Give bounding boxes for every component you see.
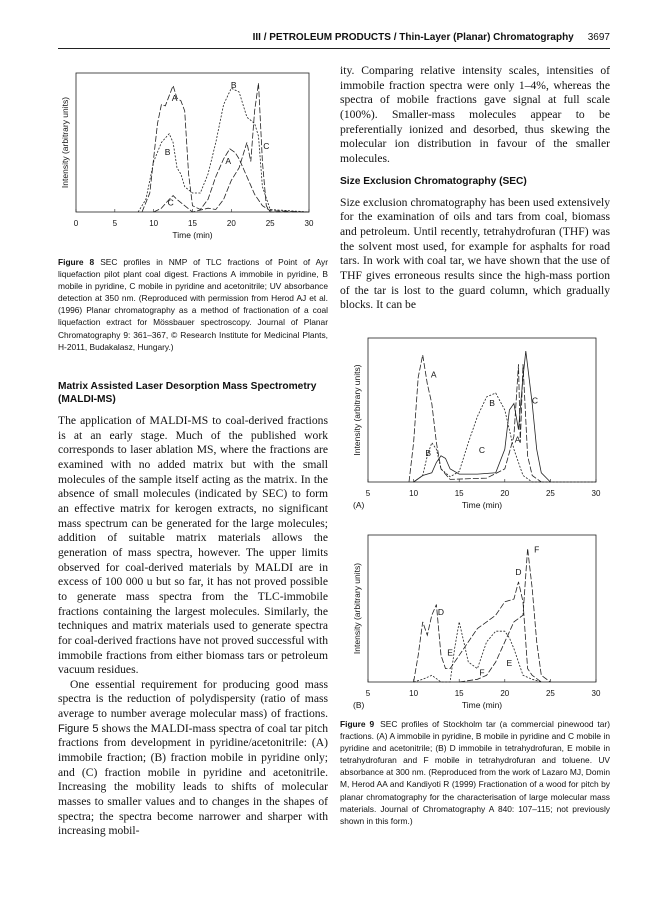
curve-label: C (478, 445, 486, 456)
x-tick-label: 30 (591, 689, 601, 698)
x-tick-label: 30 (304, 219, 314, 228)
right-column (340, 64, 610, 313)
figure-9-caption (340, 718, 610, 827)
curve-label: C (263, 140, 270, 151)
series-line-f (459, 548, 550, 682)
x-axis-label: Time (min) (461, 500, 503, 510)
paragraph-text: One essential requirement for producing good mass spectra is the reduction of polydispersity (ratio of mass average to number average molecular mass) of fractions. (58, 677, 328, 721)
curve-label: B (425, 447, 432, 458)
curve-label: C (167, 197, 174, 208)
figure-8-chart (60, 73, 314, 240)
paragraph-text: shows the MALDI-mass spectra of coal tar pitch fractions from development in pyridine/acetonitrile: (A) immobile fraction; (B) fraction mobile in pyridine only; and (C) fraction mobile in pyridine and acetonitrile. Increasing the mobility leads to shifts of molecular masses to smaller values and to changes in the shapes of spectra; the spectra become narrower and sharper with increasing mobil- (58, 721, 329, 838)
y-axis-label: Intensity (arbitrary units) (352, 364, 362, 456)
curve-label: B (489, 398, 495, 409)
panel-label: (B) (353, 700, 365, 710)
x-tick-label: 20 (500, 489, 510, 498)
figure-5-link[interactable]: Figure 5 (58, 722, 99, 735)
curve-label: E (506, 657, 513, 668)
left-column (58, 380, 328, 839)
curve-label: C (531, 395, 538, 406)
x-tick-label: 15 (454, 489, 464, 498)
curve-label: B (230, 80, 237, 91)
figure-8-caption-label: Figure 8 (58, 257, 95, 267)
series-line-b (138, 88, 309, 212)
section-heading-maldi: Matrix Assisted Laser Desorption Mass Spectrometry (MALDI-MS) (58, 381, 317, 405)
x-tick-label: 5 (365, 689, 371, 698)
paragraph: ity. Comparing relative intensity scales, intensities of immobile fraction spectra were only 1–4%, whereas the spectra of mobile fractions gave signal at full scale (100%). Smaller-mass molecules appear to be preferentially ionized and desorbed, thus skewing the molecular ion distribution in favour of the smaller molecules. (340, 64, 610, 165)
panel-label: (A) (353, 500, 365, 510)
x-axis-label: Time (min) (461, 700, 503, 710)
running-header (58, 32, 610, 49)
figure-8-caption-text: SEC profiles in NMP of TLC fractions of Point of Ayr liquefaction pilot plant coal digest. Fractions A immobile in pyridine, B mobile in pyridine, C mobile in pyridine and acetonitrile; UV absorbance detection at 350 nm. (Reproduced with permission from Herod AJ et al. (1996) Planar chromatography as a method of fractionation of a coal liquefaction extract for Mössbauer spectroscopy. Journal of Planar Chromatography 9: 361–367, © Research Institute for Medicinal Plants, H-2011, Budakalasz, Hungary.) (58, 257, 329, 352)
figure-8-caption (58, 256, 328, 353)
x-tick-label: 30 (591, 489, 601, 498)
series-line-e (414, 622, 542, 682)
curve-label: A (171, 92, 178, 103)
x-tick-label: 10 (409, 489, 419, 498)
curve-label: D (515, 567, 522, 578)
page-number: 3697 (587, 32, 610, 43)
curve-label: D (437, 607, 445, 618)
x-tick-label: 25 (265, 219, 275, 228)
series-line-a (409, 355, 541, 482)
section-heading-sec: Size Exclusion Chromatography (SEC) (340, 175, 527, 187)
figure-9-caption-text: SEC profiles of Stockholm tar (a commercial pinewood tar) fractions. (A) A immobile in pyridine, B mobile in pyridine and C mobile in pyridine and acetonitrile; (B) D immobile in tetrahydrofuran, E mobile in tetrahydrofuran and F mobile in tetrahydrofuran and toluene. UV absorbance at 300 nm. (Reproduced from the work of Lazaro MJ, Domin M, Herod AA and Kandiyoti R (1999) Fractionation of a wood for pitch by planar chromatography for the characterisation of large molecular mass materials. Journal of Chromatography A 840: 107–115; not previously shown in this form.) (340, 719, 610, 826)
y-axis-label: Intensity (arbitrary units) (352, 562, 362, 655)
x-tick-label: 5 (112, 219, 118, 228)
x-tick-label: 25 (545, 689, 555, 698)
figure-9-caption-label: Figure 9 (340, 719, 375, 729)
x-tick-label: 20 (226, 219, 236, 228)
series-line-d (414, 582, 542, 682)
paragraph (58, 678, 328, 839)
x-tick-label: 10 (149, 219, 159, 228)
curve-label: F (534, 544, 540, 555)
x-tick-label: 15 (188, 219, 197, 228)
x-tick-label: 10 (409, 689, 419, 698)
paragraph: The application of MALDI-MS to coal-derived fractions is at an early stage. Much of the published work corresponds to laser ablation MS, where the fractions are examined with no added matrix but with the small molecules of the sample itself acting as the matrix. In the absence of small molecules (indicated by SEC) to form an effective matrix for kerogen extracts, no significant mass spectrum can be generated for the large molecules; addition of suitable matrix materials allows the generation of mass spectra, however. The upper limits observed for coal-derived materials by MALDI are in excess of 100 000 u but so far, it has not proved possible to generate mass spectra from the TLC-immobile fractions containing the largest molecules. Similarly, the techniques and matrix materials used to generate spectra for coal-derived fractions have not proved successful with immobile fractions from either biomass tars or petroleum vacuum residues. (58, 414, 328, 677)
curve-label: E (447, 647, 453, 658)
running-title: III / PETROLEUM PRODUCTS / Thin-Layer (Planar) Chromatography (252, 32, 574, 43)
x-tick-label: 15 (454, 689, 464, 698)
x-tick-label: 20 (500, 689, 510, 698)
plot-frame (76, 73, 309, 212)
plot-frame (368, 535, 596, 682)
curve-label: A (225, 155, 232, 166)
x-tick-label: 5 (365, 489, 371, 498)
figure-9a-chart (352, 338, 601, 510)
y-axis-label: Intensity (arbitrary units) (60, 96, 70, 189)
x-axis-label: Time (min) (172, 230, 213, 240)
curve-label: B (164, 147, 171, 158)
curve-label: A (514, 434, 521, 445)
x-tick-label: 0 (73, 219, 79, 228)
plot-frame (368, 338, 596, 482)
curve-label: F (479, 667, 485, 678)
paragraph: Size exclusion chromatography has been used extensively for the examination of oils and tars from coal, biomass and petroleum. Until recently, tetrahydrofuran (THF) was the solvent most used, for example for asphalts for road tars. In work with coal tar, we have shown that the use of THF gives erroneous results since the high-mass portion of the tar is lost to the guard column, which gradually blocks. It can be (340, 195, 610, 312)
figure-9b-chart (352, 535, 601, 710)
curve-label: A (430, 369, 437, 380)
x-tick-label: 25 (545, 489, 555, 498)
